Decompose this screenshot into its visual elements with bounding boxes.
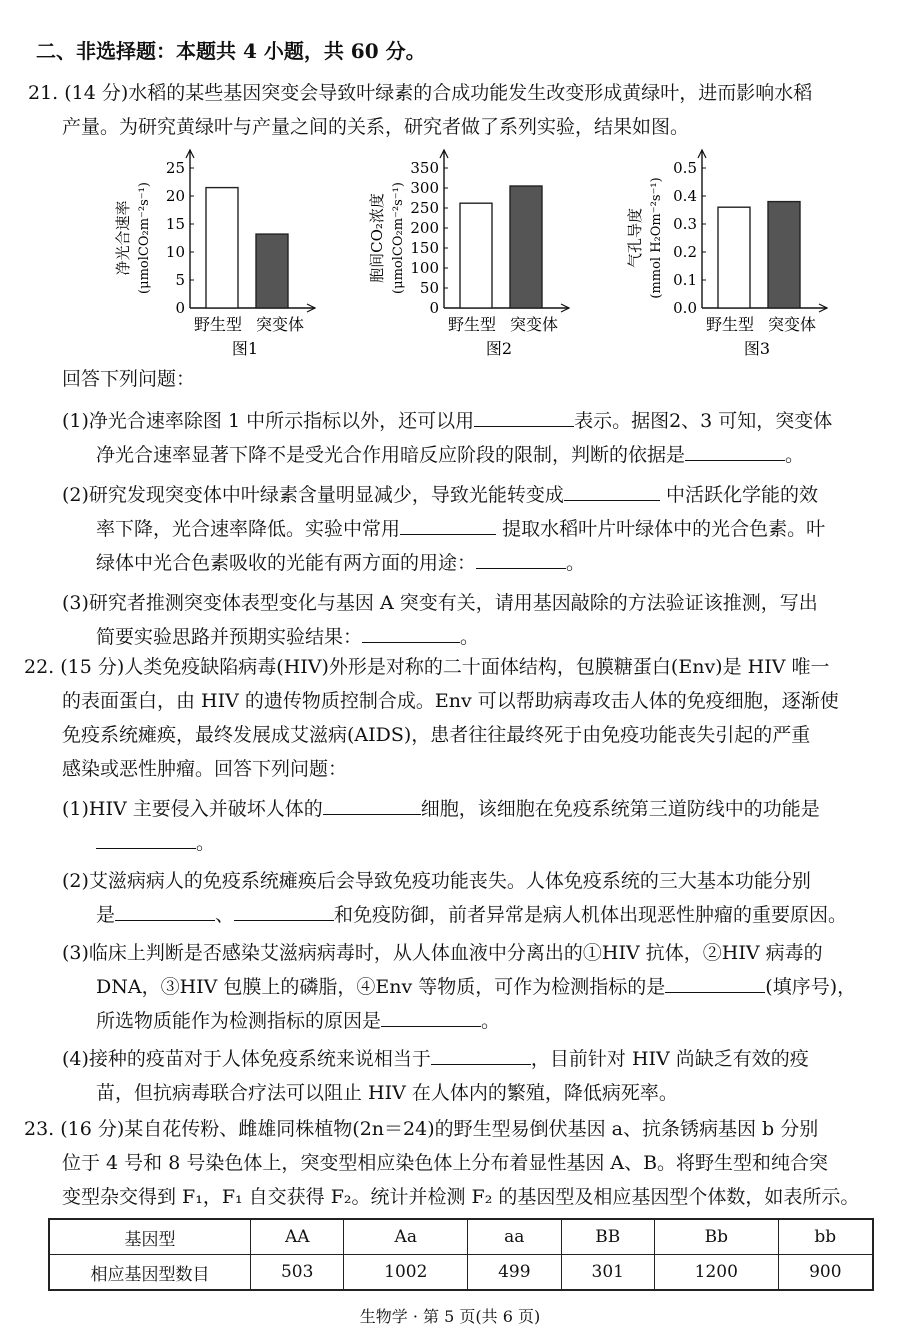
bar-mutant bbox=[256, 234, 288, 308]
q21-part-3-line-1: (3)研究者推测突变体表型变化与基因 A 突变有关，请用基因敲除的方法验证该推测，写出 bbox=[62, 592, 818, 614]
y-tick-label: 0.5 bbox=[673, 159, 697, 177]
y-tick-label: 0.3 bbox=[673, 215, 697, 233]
y-axis-unit: (μmolCO₂m⁻²s⁻¹) bbox=[391, 182, 406, 294]
x-tick-label: 野生型 bbox=[193, 315, 243, 334]
q22-part-2-line-2: 是 、 和免疫防御，前者异常是病人机体出现恶性肿瘤的重要原因。 bbox=[96, 904, 848, 926]
figure-caption: 图2 bbox=[485, 339, 513, 358]
q22-part-1-line-2: 。 bbox=[96, 830, 215, 856]
answer-blank[interactable] bbox=[115, 902, 215, 921]
y-tick-label: 300 bbox=[410, 179, 439, 197]
table-header-cell: 基因型 bbox=[49, 1219, 251, 1255]
q21-line-1: 21. (14 分)水稻的某些基因突变会导致叶绿素的合成功能发生改变形成黄绿叶，进而影响水稻 bbox=[28, 82, 813, 104]
answer-blank[interactable] bbox=[234, 902, 334, 921]
y-axis-label: 气孔导度 bbox=[626, 207, 644, 269]
q21-line-2: 产量。为研究黄绿叶与产量之间的关系，研究者做了系列实验，结果如图。 bbox=[62, 116, 690, 138]
y-tick-label: 20 bbox=[165, 187, 185, 205]
q22-line-1: 22. (15 分)人类免疫缺陷病毒(HIV)外形是对称的二十面体结构，包膜糖蛋白(Env)是 HIV 唯一 bbox=[24, 656, 830, 678]
bar-mutant bbox=[510, 186, 542, 308]
table-header-cell: bb bbox=[778, 1219, 873, 1255]
page-footer: 生物学 · 第 5 页(共 6 页) bbox=[359, 1307, 541, 1326]
answer-blank[interactable] bbox=[96, 830, 196, 849]
q22-line-2: 的表面蛋白，由 HIV 的遗传物质控制合成。Env 可以帮助病毒攻击人体的免疫细胞，逐渐使 bbox=[62, 690, 839, 712]
q21-part-2-line-1: (2)研究发现突变体中叶绿素含量明显减少，导致光能转变成 中活跃化学能的效 bbox=[62, 484, 818, 506]
answer-blank[interactable] bbox=[381, 1008, 481, 1027]
q22-part-3-line-2: DNA，③HIV 包膜上的磷脂，④Env 等物质，可作为检测指标的是 (填序号)， bbox=[96, 976, 857, 998]
y-tick-label: 10 bbox=[165, 243, 185, 261]
q21-intro: 回答下列问题： bbox=[62, 368, 196, 390]
genotype-table bbox=[48, 1218, 874, 1291]
bar-mutant bbox=[768, 202, 800, 308]
figure-caption: 图1 bbox=[231, 339, 259, 358]
bar-wild-type bbox=[206, 188, 238, 308]
y-axis-label: 胞间CO₂浓度 bbox=[368, 193, 386, 283]
x-tick-label: 突变体 bbox=[767, 315, 817, 334]
y-tick-label: 5 bbox=[175, 271, 185, 289]
x-tick-label: 野生型 bbox=[705, 315, 755, 334]
table-cell: 相应基因型数目 bbox=[49, 1255, 251, 1291]
answer-blank[interactable] bbox=[431, 1046, 531, 1065]
y-tick-label: 25 bbox=[165, 159, 185, 177]
y-tick-label: 250 bbox=[410, 199, 439, 217]
x-tick-label: 野生型 bbox=[447, 315, 497, 334]
bar-wild-type bbox=[460, 203, 492, 308]
y-tick-label: 150 bbox=[410, 239, 439, 257]
q22-part-4-line-2: 苗，但抗病毒联合疗法可以阻止 HIV 在人体内的繁殖，降低病死率。 bbox=[96, 1082, 678, 1104]
y-tick-label: 0.0 bbox=[673, 299, 697, 317]
section-title: 二、非选择题：本题共 4 小题，共 60 分。 bbox=[36, 39, 426, 63]
q22-part-2-line-1: (2)艾滋病病人的免疫系统瘫痪后会导致免疫功能丧失。人体免疫系统的三大基本功能分别 bbox=[62, 870, 811, 892]
y-tick-label: 50 bbox=[419, 279, 439, 297]
y-tick-label: 0.2 bbox=[673, 243, 697, 261]
table-header-cell: Bb bbox=[654, 1219, 778, 1255]
x-tick-label: 突变体 bbox=[509, 315, 559, 334]
table-row bbox=[49, 1255, 873, 1291]
table-cell: 1002 bbox=[344, 1255, 468, 1291]
y-tick-label: 0.4 bbox=[673, 187, 697, 205]
answer-blank[interactable] bbox=[685, 442, 785, 461]
answer-blank[interactable] bbox=[400, 516, 496, 535]
q23-line-2: 位于 4 号和 8 号染色体上，突变型相应染色体上分布着显性基因 A、B。将野生型和纯合突 bbox=[62, 1152, 829, 1174]
answer-blank[interactable] bbox=[323, 796, 421, 815]
table-cell: 503 bbox=[251, 1255, 344, 1291]
table-cell: 301 bbox=[561, 1255, 654, 1291]
chart-fig2 bbox=[362, 140, 582, 375]
q22-line-4: 感染或恶性肿瘤。回答下列问题： bbox=[62, 758, 348, 780]
chart-fig3 bbox=[620, 140, 850, 375]
y-axis-unit: (mmol H₂Om⁻²s⁻¹) bbox=[649, 177, 664, 299]
q22-part-3-line-3: 所选物质能作为检测指标的原因是 。 bbox=[96, 1010, 501, 1032]
table-cell: 499 bbox=[468, 1255, 561, 1291]
y-tick-label: 200 bbox=[410, 219, 439, 237]
table-cell: 1200 bbox=[654, 1255, 778, 1291]
answer-blank[interactable] bbox=[476, 550, 566, 569]
y-tick-label: 350 bbox=[410, 159, 439, 177]
q22-part-1-line-1: (1)HIV 主要侵入并破坏人体的 细胞，该细胞在免疫系统第三道防线中的功能是 bbox=[62, 798, 820, 820]
y-tick-label: 15 bbox=[165, 215, 185, 233]
table-header-cell: aa bbox=[468, 1219, 561, 1255]
q22-part-4-line-1: (4)接种的疫苗对于人体免疫系统来说相当于 ，目前针对 HIV 尚缺乏有效的疫 bbox=[62, 1048, 809, 1070]
figure-caption: 图3 bbox=[743, 339, 771, 358]
answer-blank[interactable] bbox=[362, 624, 460, 643]
answer-blank[interactable] bbox=[665, 974, 765, 993]
q21-part-1-line-2: 净光合速率显著下降不是受光合作用暗反应阶段的限制，判断的依据是 。 bbox=[96, 444, 805, 466]
q22-line-3: 免疫系统瘫痪，最终发展成艾滋病(AIDS)，患者往往最终死于由免疫功能丧失引起的严重 bbox=[62, 724, 811, 746]
answer-blank[interactable] bbox=[474, 408, 574, 427]
q23-line-3: 变型杂交得到 F₁，F₁ 自交获得 F₂。统计并检测 F₂ 的基因型及相应基因型个体数，如表所示。 bbox=[62, 1186, 860, 1208]
y-tick-label: 0 bbox=[429, 299, 439, 317]
chart-fig1 bbox=[108, 140, 338, 375]
bar-wild-type bbox=[718, 207, 750, 308]
y-tick-label: 0.1 bbox=[673, 271, 697, 289]
table-header-cell: Aa bbox=[344, 1219, 468, 1255]
table-header-cell: AA bbox=[251, 1219, 344, 1255]
y-axis-label: 净光合速率 bbox=[114, 200, 132, 276]
answer-blank[interactable] bbox=[564, 482, 660, 501]
q23-line-1: 23. (16 分)某自花传粉、雌雄同株植物(2n＝24)的野生型易倒伏基因 a、抗条锈病基因 b 分别 bbox=[24, 1118, 819, 1140]
q21-part-2-line-3: 绿体中光合色素吸收的光能有两方面的用途： 。 bbox=[96, 552, 586, 574]
table-header-row bbox=[49, 1219, 873, 1255]
y-axis-unit: (μmolCO₂m⁻²s⁻¹) bbox=[137, 182, 152, 294]
x-tick-label: 突变体 bbox=[255, 315, 305, 334]
y-tick-label: 0 bbox=[175, 299, 185, 317]
q21-part-1-line-1: (1)净光合速率除图 1 中所示指标以外，还可以用 表示。据图2、3 可知，突变体 bbox=[62, 410, 833, 432]
q22-part-3-line-1: (3)临床上判断是否感染艾滋病病毒时，从人体血液中分离出的①HIV 抗体，②HIV 病毒的 bbox=[62, 942, 823, 964]
y-tick-label: 100 bbox=[410, 259, 439, 277]
q21-part-2-line-2: 率下降，光合速率降低。实验中常用 提取水稻叶片叶绿体中的光合色素。叶 bbox=[96, 518, 826, 540]
table-header-cell: BB bbox=[561, 1219, 654, 1255]
q21-part-3-line-2: 简要实验思路并预期实验结果： 。 bbox=[96, 626, 480, 648]
table-cell: 900 bbox=[778, 1255, 873, 1291]
